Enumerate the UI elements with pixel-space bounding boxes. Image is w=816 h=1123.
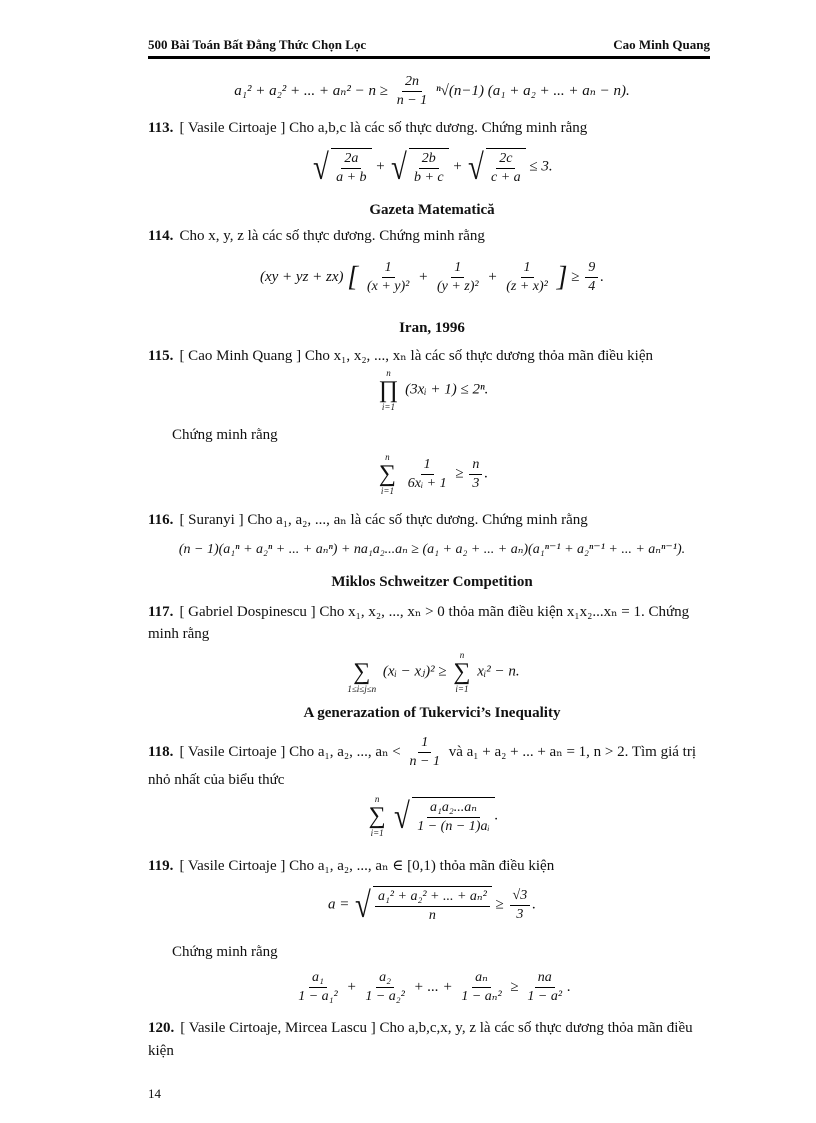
denominator: (x + y)² (366, 279, 410, 294)
lower-limit: i=1 (380, 486, 394, 496)
numerator: na (535, 970, 555, 988)
problem-text: và a₁ + a₂ + ... + aₙ = 1, n > 2. Tìm giá trị (448, 743, 696, 760)
denominator: 1 − a² (527, 989, 563, 1004)
denominator: c + a (491, 170, 521, 185)
problem-text: [ Vasile Cirtoaje ] Cho a,b,c là các số thực dương. Chứng minh rằng (179, 120, 588, 136)
formula-117 (148, 650, 716, 694)
lower-limit: i=1 (455, 684, 469, 694)
numerator: 1 (421, 457, 434, 475)
header-author: Cao Minh Quang (613, 37, 710, 52)
formula-114: (xy + yz + zx) [ $\frac{1}{\text{(x + y)²}}$ + $\frac{1}{\text{(y + z)²}}$ + $\frac{1}{\text{(z + x)²}}$ ] ≥ $\frac{9}{4}$ . (259, 260, 605, 294)
page-number: 14 (148, 1086, 161, 1101)
problem-119 (148, 856, 716, 875)
upper-limit: n (386, 368, 391, 378)
formula-118: n ∑ i=1 √ $\frac{\text{a₁a₂...aₙ}}{\text{1 − (n − 1)aᵢ}}$ . (368, 794, 499, 838)
formula-119: $\frac{\text{a₁}}{\text{1 − a₁²}}$ + $\frac{\text{a₂}}{\text{1 − a₂²}}$ + ... + $\frac{\text{aₙ}}{\text{1 − aₙ²}}$ ≥ $\frac{na}{\text{1 − a²}}$ . (148, 970, 716, 1005)
denominator: 3 (472, 475, 480, 491)
numerator: a₁² + a₂² + ... + aₙ² (375, 889, 490, 907)
problem-117 (148, 602, 716, 621)
source-114: Iran, 1996 (399, 320, 465, 336)
formula-lhs: (xy + yz + zx) (259, 268, 344, 285)
problem-text: [ Suranyi ] Cho a₁, a₂, ..., aₙ là các số thực dương. Chứng minh rằng (179, 512, 588, 528)
source-117: A generazation of Tukervici’s Inequality (303, 705, 561, 721)
denominator: (y + z)² (436, 279, 479, 294)
formula-115-condition (148, 368, 716, 412)
sum-symbol: n ∑ i=1 (378, 452, 396, 496)
sqrt: √ $\frac{2c}{c + a}$ (466, 148, 525, 186)
denominator: 6xᵢ + 1 (407, 475, 447, 491)
formula-119-condition: a = √ $\frac{\text{a₁² + a₂² + ... + aₙ²}}{n}$ ≥ $\frac{√3}{3}$ . (328, 885, 536, 925)
denominator: b + c (413, 170, 444, 185)
lower-limit: 1≤i≤j≤n (347, 684, 377, 694)
sum-symbol: ∑ 1≤i≤j≤n (347, 659, 377, 694)
formula-lhs: a₁² + a₂² + ... + aₙ² − n ≥ (234, 82, 388, 99)
numerator: 1 (451, 260, 464, 278)
problem-number: 119. (148, 858, 174, 874)
denominator: n (428, 908, 436, 923)
problem-number: 120. (148, 1020, 175, 1036)
problem-text: [ Vasile Cirtoaje, Mircea Lascu ] Cho a,b,c,x, y, z là các số thực dương thỏa mãn điều (180, 1020, 693, 1036)
denominator: 1 − a₂² (365, 989, 405, 1004)
lower-limit: i=1 (381, 402, 395, 412)
numerator: √3 (510, 888, 531, 906)
problem-number: 116. (148, 512, 174, 528)
numerator: aₙ (472, 970, 491, 988)
formula-116: (n − 1)(a₁ⁿ + a₂ⁿ + ... + aₙⁿ) + na₁a₂...aₙ ≥ (a₁ + a₂ + ... + aₙ)(a₁ⁿ⁻¹ + a₂ⁿ⁻¹ + ... + aₙⁿ⁻¹). (178, 542, 686, 557)
condition: (3xᵢ + 1) ≤ 2ⁿ. (405, 381, 489, 398)
numerator: 1 (418, 735, 431, 753)
sum-symbol: n ∑ i=1 (368, 794, 386, 838)
sqrt: √ $\frac{\text{a₁a₂...aₙ}}{\text{1 − (n − 1)aᵢ}}$ (392, 797, 494, 835)
problem-number: 115. (148, 348, 174, 364)
denominator: 3 (516, 906, 524, 922)
sqrt: √ $\frac{\text{a₁² + a₂² + ... + aₙ²}}{n}$ (353, 886, 492, 924)
fraction (394, 74, 430, 109)
header-book-title: 500 Bài Toán Bất Đẳng Thức Chọn Lọc (148, 37, 367, 52)
sum-symbol: n ∑ i=1 (453, 650, 471, 694)
problem-120 (148, 1020, 716, 1037)
denominator: n − 1 (409, 754, 440, 769)
sqrt: √ $\frac{2a}{a + b}$ (311, 148, 371, 186)
denominator: 1 − (n − 1)aᵢ (417, 819, 490, 834)
product-symbol: n ∏ i=1 (378, 368, 399, 412)
problem-text: [ Vasile Cirtoaje ] Cho a₁, a₂, ..., aₙ ∈ [0,1) thỏa mãn điều kiện (179, 858, 555, 874)
sqrt: √ $\frac{2b}{b + c}$ (389, 148, 448, 186)
problem-text: [ Gabriel Dospinescu ] Cho x₁, x₂, ..., xₙ > 0 thỏa mãn điều kiện x₁x₂...xₙ = 1. Chứng (179, 604, 690, 620)
formula-rhs: ⁿ√(n−1) (a₁ + a₂ + ... + aₙ − n). (435, 82, 630, 99)
problem-text: Cho x, y, z là các số thực dương. Chứng minh rằng (179, 228, 485, 244)
numerator: a₂ (376, 970, 394, 988)
upper-limit: n (374, 794, 380, 804)
problem-text: [ Cao Minh Quang ] Cho x₁, x₂, ..., xₙ là các số thực dương thỏa mãn điều kiện (179, 348, 653, 364)
denominator: 4 (588, 279, 596, 294)
numerator: n (469, 457, 482, 475)
numerator: 2b (419, 151, 439, 169)
lower-limit: i=1 (370, 828, 384, 838)
problem-number: 114. (148, 228, 174, 244)
denominator: n − 1 (396, 93, 428, 108)
problem-120-cont: kiện (148, 1043, 174, 1059)
numerator: 9 (585, 260, 598, 278)
page-header (148, 34, 710, 59)
formula-115: n ∑ i=1 $\frac{1}{\text{6xᵢ + 1}}$ ≥ $\frac{n}{3}$ . (378, 452, 489, 496)
upper-limit: n (385, 452, 390, 462)
denominator: 1 − a₁² (298, 989, 338, 1004)
formula-lhs: (xᵢ − xⱼ)² ≥ (382, 663, 447, 680)
numerator: a₁ (309, 970, 327, 988)
denominator: 1 − aₙ² (461, 989, 502, 1004)
upper-limit: n (459, 650, 465, 660)
denominator: (z + x)² (506, 279, 548, 294)
formula-rhs: xᵢ² − n. (477, 663, 520, 680)
numerator: a₁a₂...aₙ (427, 800, 480, 818)
numerator: 2c (496, 151, 515, 169)
problem-number: 113. (148, 120, 174, 136)
prove-label-115: Chứng minh rằng (172, 427, 278, 443)
numerator: 2n (402, 74, 422, 92)
numerator: 2a (341, 151, 361, 169)
numerator: 1 (382, 260, 395, 278)
problem-116 (148, 510, 716, 529)
prove-label-119: Chứng minh rằng (172, 944, 278, 960)
problem-number: 118. (148, 743, 174, 760)
problem-114 (148, 228, 716, 245)
formula-tail: ≤ 3. (529, 158, 553, 175)
denominator: a + b (336, 170, 367, 185)
problem-113 (148, 120, 716, 137)
formula-113: √ $\frac{2a}{a + b}$ + √ $\frac{2b}{b + c}$ + √ $\frac{2c}{c + a}$ ≤ 3. (313, 147, 553, 187)
source-116: Miklos Schweitzer Competition (331, 574, 533, 590)
problem-115 (148, 346, 716, 365)
problem-118 (148, 735, 716, 770)
numerator: 1 (521, 260, 534, 278)
problem-text: [ Vasile Cirtoaje ] Cho a₁, a₂, ..., aₙ < (179, 743, 401, 760)
formula-lhs: a = (328, 896, 350, 913)
problem-118-cont: nhỏ nhất của biểu thức (148, 772, 285, 788)
problem-117-cont: minh rằng (148, 626, 210, 642)
source-113: Gazeta Matematică (369, 202, 495, 218)
problem-number: 117. (148, 604, 174, 620)
formula-continuation (148, 74, 716, 109)
